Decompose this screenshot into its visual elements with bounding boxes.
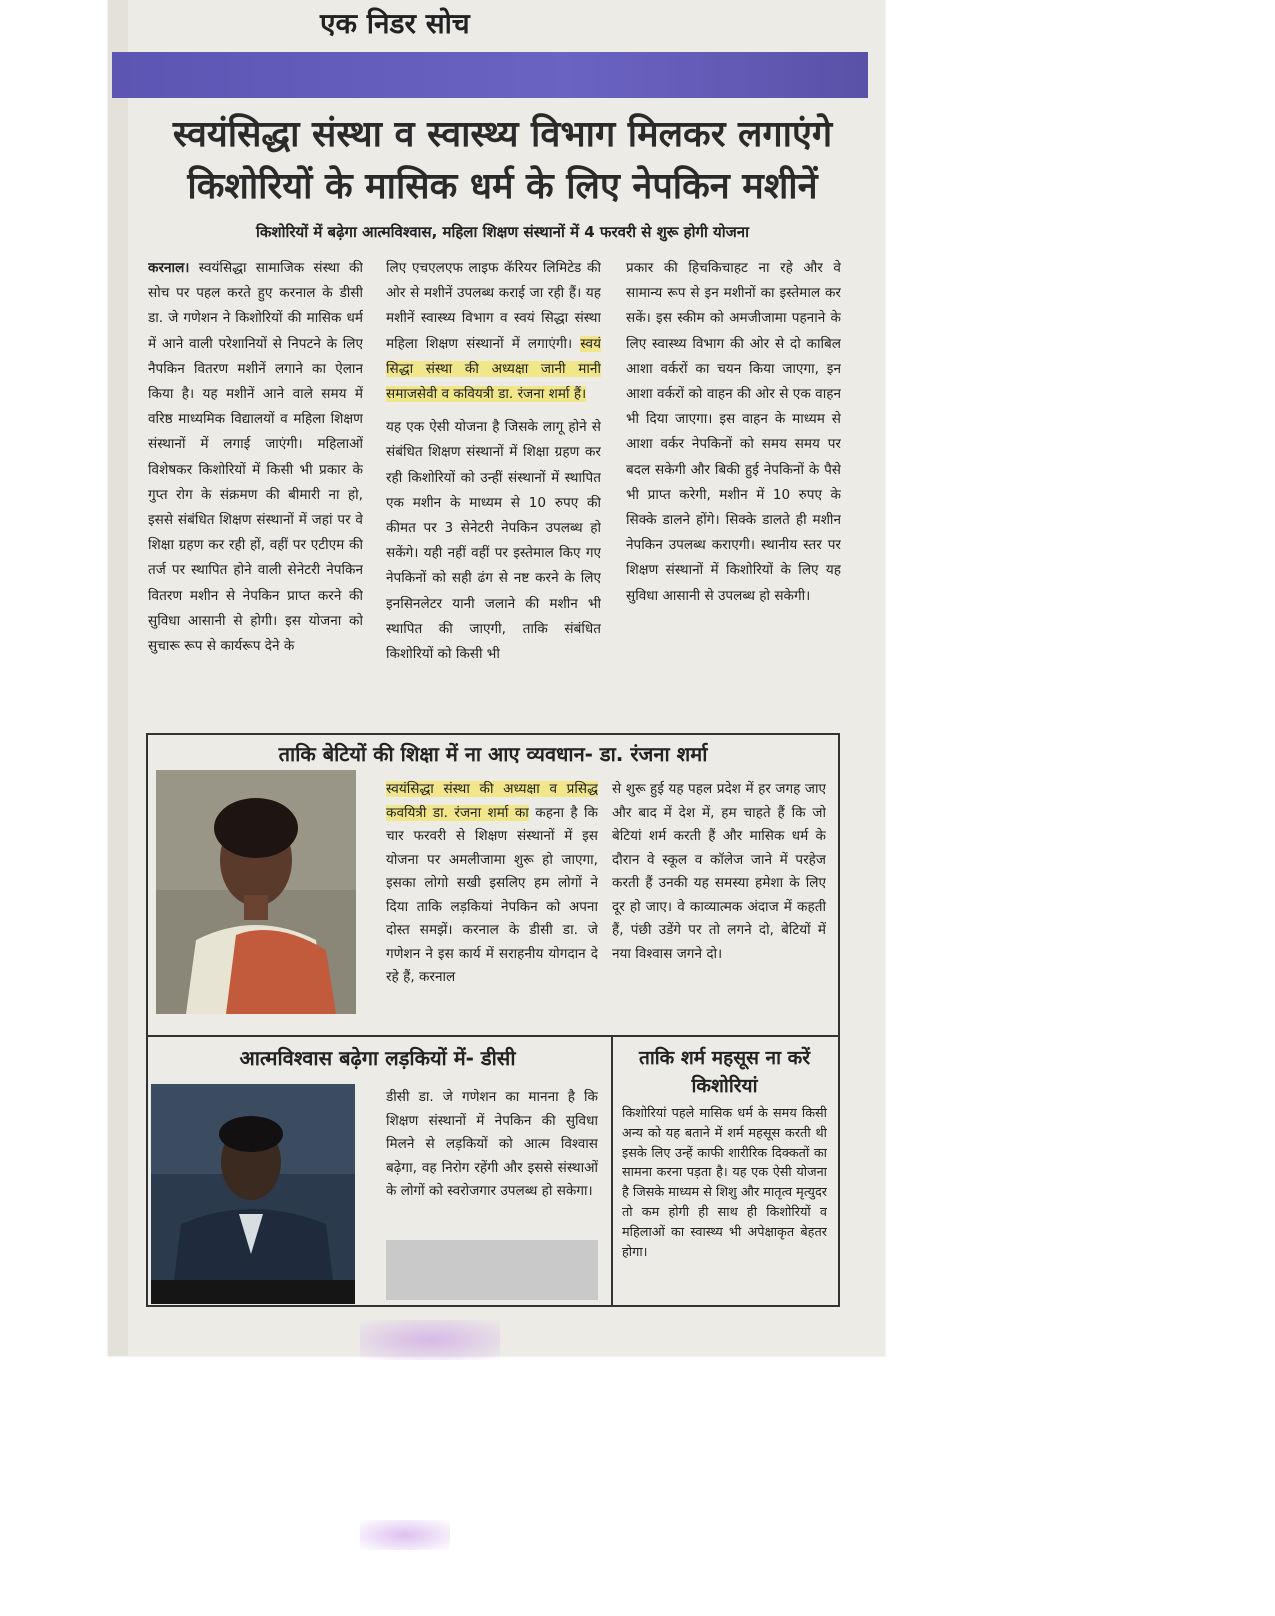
- grey-advert-block: [386, 1240, 598, 1300]
- subheadline: किशोरियों में बढ़ेगा आत्मविश्वास, महिला शिक्षण संस्थानों में 4 फरवरी से शुरू होगी योजना: [256, 223, 749, 241]
- photo-dc-ganeshan: [151, 1084, 355, 1304]
- photo-ranjana-sharma: [156, 770, 356, 1014]
- box1-column-a: [386, 778, 598, 1028]
- ink-smear: [360, 1320, 500, 1360]
- article-col1-text: स्वयंसिद्धा सामाजिक संस्था की सोच पर पहल करते हुए करनाल के डीसी डा. जे गणेशन ने किशोरियों की मासिक धर्म में आने वाली परेशानियों से निपटने के लिए नैपकिन वितरण मशीनें लगाने का ऐलान किया है। यह मशीनें आने वाले समय में वरिष्ठ माध्यमिक विद्यालयों व महिला शिक्षण संस्थानों में लगाई जाएंगी। महिलाओं विशेषकर किशोरियों में किसी भी प्रकार के गुप्त रोग के संक्रमण की बीमारी ना हो, इससे संबंधित शिक्षण संस्थानों में जहां पर वे शिक्षा ग्रहण कर रही हों, वहीं पर एटीएम की तर्ज पर स्थापित होने वाली सेनेटरी नेपकिन वितरण मशीन से नेपकिन प्राप्त करने की सुविधा आसानी से होगी। इस योजना को सुचारू रूप से कार्यरूप देने के: [148, 260, 363, 655]
- article-column-2: [386, 256, 601, 716]
- box3-heading: ताकि शर्म महसूस ना करें किशोरियां: [639, 1047, 810, 1097]
- headline: [140, 108, 865, 212]
- box1-col-a-text: कहना है कि चार फरवरी से शिक्षण संस्थानों में इस योजना पर अमलीजामा शुरू हो जाएगा, इसका लोगो सखी इसलिए हम लोगों ने दिया ताकि लड़कियां नेपकिन को अपना दोस्त समझें। करनाल के डीसी डा. जे गणेशन ने इस कार्य में सराहनीय योगदान दे रहे हैं, करनाल: [386, 804, 598, 985]
- headline-line-2: किशोरियों के मासिक धर्म के लिए नेपकिन मशीनें: [187, 165, 818, 207]
- box1-column-b: से शुरू हुई यह पहल प्रदेश में हर जगह जाए और बाद में देश में, हम चाहते हैं कि जो बेटियां शर्म करती हैं और मासिक धर्म के दौरान वे स्कूल व कॉलेज जाने में परहेज करती हैं उनकी यह समस्या हमेशा के लिए दूर हो जाए। वे काव्यात्मक अंदाज में कहती हैं, पंछी उडेंगे पर तो लगने दो, बेटियों में नया विश्वास जगने दो।: [612, 781, 826, 962]
- box1-highlight: स्वयंसिद्धा संस्था की अध्यक्षा व प्रसिद्ध कवयित्री डा. रंजना शर्मा का: [386, 781, 598, 821]
- headline-line-1: स्वयंसिद्धा संस्था व स्वास्थ्य विभाग मिलकर लगाएंगे: [172, 113, 833, 155]
- masthead: एक निडर सोच: [320, 7, 470, 40]
- article-column-1: [148, 256, 363, 716]
- article-column-3: प्रकार की हिचकिचाहट ना रहे और वे सामान्य रूप से इन मशीनों का इस्तेमाल कर सकें। इस स्कीम को अमजीजामा पहनाने के लिए स्वास्थ्य विभाग की ओर से दो काबिल आशा वर्करों का चयन किया जाएगा, इन आशा वर्करों को वाहन की ओर से एक वाहन भी दिया जाएगा। इस वाहन के माध्यम से आशा वर्कर नेपकिनों को समय समय पर बदल सकेगी और बिकी हुई नेपकिनों के पैसे भी प्राप्त करेगी, मशीन में 10 रुपए के सिक्के डालने होंगे। सिक्के डालते ही मशीन नेपकिन उपलब्ध कराएगी। स्थानीय स्तर पर शिक्षण संस्थानों में किशोरियों के लिए यह सुविधा आसानी से उपलब्ध हो सकेगी।: [626, 260, 841, 604]
- article-col2-highlight: स्वयं सिद्धा संस्था की अध्यक्षा जानी मानी समाजसेवी व कवियत्री डा. रंजना शर्मा हैं।: [386, 335, 601, 403]
- header-band: [112, 52, 868, 98]
- box2-text: डीसी डा. जे गणेशन का मानना है कि शिक्षण संस्थानों में नेपकिन की सुविधा मिलने से लड़कियों को आत्म विश्वास बढ़ेगा, वह निरोग रहेंगी और इससे संस्थाओं के लोगों को स्वरोजगार उपलब्ध हो सकेगा।: [386, 1089, 598, 1199]
- box3-text: किशोरियां पहले मासिक धर्म के समय किसी अन्य को यह बताने में शर्म महसूस करती थी इसके लिए उन्हें काफी शारीरिक दिक्कतों का सामना करना पड़ता है। यह एक ऐसी योजना है जिसके माध्यम से शिशु और मातृत्व मृत्युदर तो कम होगी ही साथ ही किशोरियों व महिलाओं का स्वास्थ्य भी अपेक्षाकृत बेहतर होगा।: [622, 1106, 827, 1260]
- box2-heading: आत्मविश्वास बढ़ेगा लड़कियों में- डीसी: [239, 1046, 516, 1070]
- box1-heading: ताकि बेटियों की शिक्षा में ना आए व्यवधान- डा. रंजना शर्मा: [278, 742, 708, 766]
- dateline: करनाल।: [148, 260, 190, 276]
- article-col2-text-a: लिए एचएलएफ लाइफ कॅरियर लिमिटेड की ओर से मशीनें उपलब्ध कराई जा रही हैं। यह मशीनें स्वास्थ्य विभाग व स्वयं सिद्धा संस्था महिला शिक्षण संस्थानों में लगाएंगी।: [386, 260, 601, 352]
- article-col2-text-b: यह एक ऐसी योजना है जिसके लागू होने से संबंधित शिक्षण संस्थानों में शिक्षा ग्रहण कर रही किशोरियों को उन्हीं संस्थानों में स्थापित एक मशीन के माध्यम से 10 रुपए की कीमत पर 3 सेनेटरी नेपकिन उपलब्ध हो सकेंगे। यही नहीं वहीं पर इस्तेमाल किए गए नेपकिनों को सही ढंग से नष्ट करने के लिए इनसिनलेटर यानी जलाने की मशीन भी स्थापित की जाएगी, ताकि संबंधित किशोरियों को किसी भी: [386, 419, 601, 663]
- ink-smear-2: [360, 1520, 450, 1550]
- adjacent-column-strip: [108, 0, 128, 1356]
